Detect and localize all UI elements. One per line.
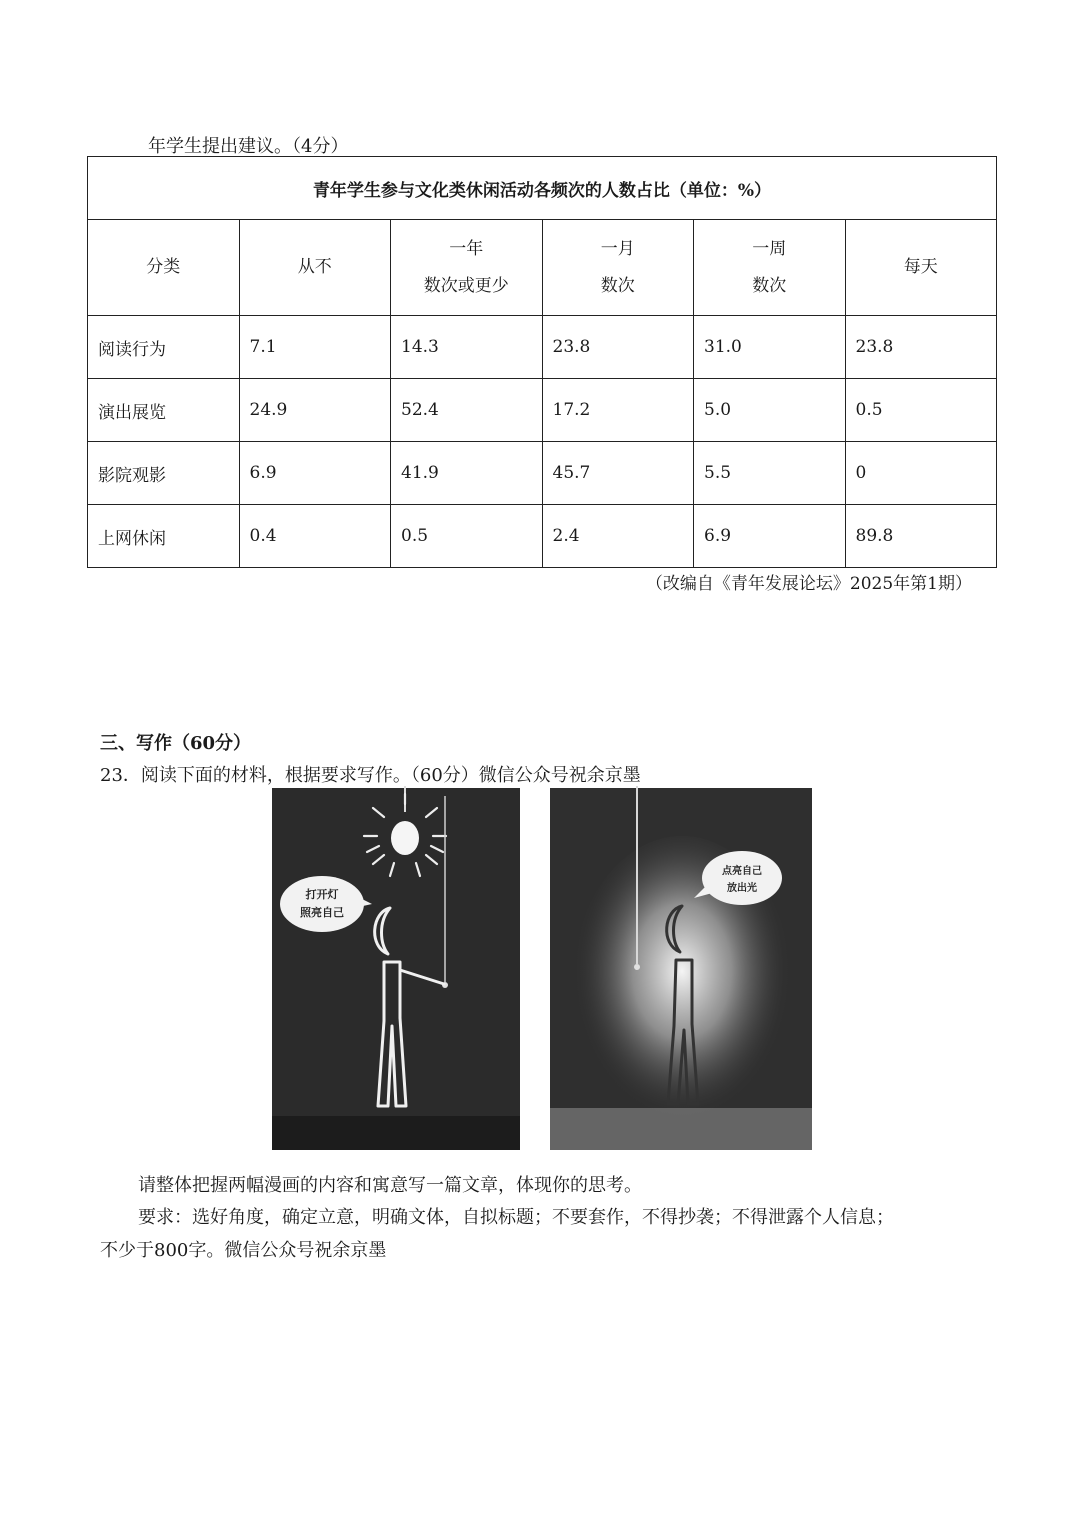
table-header-row [88, 220, 997, 316]
header-cell: 一年 数次或更少 [391, 220, 543, 316]
table-cell: 24.9 [239, 379, 391, 442]
header-cell: 一周 数次 [694, 220, 846, 316]
comic-right-bubble-line1: 点亮自己 [722, 866, 762, 877]
table-cell: 52.4 [391, 379, 543, 442]
header-cell: 从不 [239, 220, 391, 316]
table-cell: 0 [845, 442, 997, 505]
table-title: 青年学生参与文化类休闲活动各频次的人数占比（单位：%） [88, 157, 997, 220]
table-cell: 演出展览 [88, 379, 240, 442]
table-cell: 23.8 [542, 316, 694, 379]
section-heading: 三、写作（60分） [100, 733, 252, 754]
requirement-line-1: 要求：选好角度，确定立意，明确文体，自拟标题；不要套作，不得抄袭；不得泄露个人信息； [138, 1207, 894, 1228]
header-cell: 分类 [88, 220, 240, 316]
table-cell: 45.7 [542, 442, 694, 505]
table-cell: 影院观影 [88, 442, 240, 505]
table-cell: 31.0 [694, 316, 846, 379]
table-cell: 阅读行为 [88, 316, 240, 379]
table-cell: 5.5 [694, 442, 846, 505]
table-cell: 5.0 [694, 379, 846, 442]
table-cell: 14.3 [391, 316, 543, 379]
table-cell: 23.8 [845, 316, 997, 379]
header-cell: 一月 数次 [542, 220, 694, 316]
table-row [88, 442, 997, 505]
table-cell: 89.8 [845, 505, 997, 568]
table-row [88, 505, 997, 568]
table-cell: 0.5 [391, 505, 543, 568]
requirement-line-2: 不少于800字。微信公众号祝余京墨 [100, 1240, 387, 1261]
question-prompt-tail: 年学生提出建议。（4分） [148, 136, 349, 157]
table-cell: 2.4 [542, 505, 694, 568]
comic-left-bubble-line2: 照亮自己 [300, 906, 344, 919]
question-23: 23．阅读下面的材料，根据要求写作。（60分）微信公众号祝余京墨 [100, 765, 641, 786]
header-cell: 每天 [845, 220, 997, 316]
table-cell: 41.9 [391, 442, 543, 505]
data-table [87, 156, 997, 568]
table-cell: 0.4 [239, 505, 391, 568]
table-row [88, 379, 997, 442]
instruction-text: 请整体把握两幅漫画的内容和寓意写一篇文章，体现你的思考。 [138, 1175, 642, 1196]
table-cell: 上网休闲 [88, 505, 240, 568]
table-source-note: （改编自《青年发展论坛》2025年第1期） [645, 574, 972, 594]
comic-illustration [272, 786, 812, 1150]
table-cell: 17.2 [542, 379, 694, 442]
comic-right-panel [550, 786, 812, 1150]
table-cell: 7.1 [239, 316, 391, 379]
table-cell: 0.5 [845, 379, 997, 442]
comic-left-panel [272, 786, 520, 1150]
comic-right-bubble-line2: 放出光 [727, 883, 757, 894]
table-cell: 6.9 [694, 505, 846, 568]
comic-left-bubble-line1: 打开灯 [305, 888, 339, 901]
table-cell: 6.9 [239, 442, 391, 505]
table-row [88, 316, 997, 379]
